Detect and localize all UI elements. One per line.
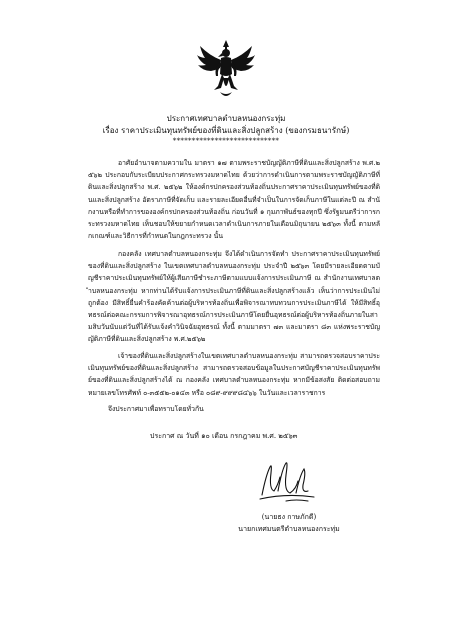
paragraph-contact: เจ้าของที่ดินและสิ่งปลูกสร้างในเขตเทศบาลตำบลหนองกระทุ่ม สามารถตรวจสอบราคาประเมินทุนทรัพย์ของที่ดินและสิ่งปลูกสร้าง สามารถตรวจสอบข้อมูลในประกาศบัญชีราคาประเมินทุนทรัพย์ของที่ดินและสิ่งปลูกสร้างได้ ณ กองคลัง เทศบาลตำบลหนองกระทุ่ม หากมีข้อสงสัย ติดต่อสอบถาม หมายเลขโทรศัพท์ ๐-๓๕๕๒-๐๑๔๓ หรือ ๐๘๙-๙๙๙๘๔๖๖ ในวันและเวลาราชการ: [88, 352, 380, 397]
announcement-subject: [0, 125, 452, 136]
signer-name: (นายธง กาษภักดี): [261, 513, 317, 521]
handwritten-signature-icon: [256, 455, 318, 507]
subject-text: ราคาประเมินทุนทรัพย์ของที่ดินและสิ่งปลูกสร้าง (ของกรมธนารักษ์): [120, 126, 350, 135]
announcement-title: ประกาศเทศบาลตำบลหนองกระทุ่ม: [166, 114, 286, 123]
signer-title: นายกเทศมนตรีตำบลหนองกระทุ่ม: [238, 525, 340, 533]
announcement-date: ประกาศ ณ วันที่ ๑๐ เดือน กรกฎาคม พ.ศ. ๒๕๖๓: [150, 432, 298, 440]
subject-label: เรื่อง: [102, 126, 119, 135]
title-separator: ****************************: [172, 137, 280, 145]
garuda-emblem-icon: [196, 38, 256, 102]
paragraph-assessment: กองคลัง เทศบาลตำบลหนองกระทุ่ม จึงได้ดำเนินการจัดทำ ประกาศราคาประเมินทุนทรัพย์ของที่ดินและสิ่งปลูกสร้าง ในเขตเทศบาลตำบลหนองกระทุ่ม ประจำปี ๒๕๖๓ โดยมีรายละเอียดตามบัญชีราคาประเมินทุนทรัพย์ให้ผู้เสียภาษีชำระภาษีตามแบบแจ้งการประเมินภาษี ณ สำนักงานเทศบาลตำบลหนองกระทุ่ม หากท่านได้รับแจ้งการประเมินภาษีที่ดินและสิ่งปลูกสร้างแล้ว เห็นว่าการประเมินไม่ถูกต้อง มีสิทธิ์ยื่นคำร้องคัดค้านต่อผู้บริหารท้องถิ่นเพื่อพิจารณาทบทวนการประเมินภาษีได้ ให้มีสิทธิ์อุทธรณ์ต่อคณะกรรมการพิจารณาอุทธรณ์การประเมินภาษีโดยยื่นอุทธรณ์ต่อผู้บริหารท้องถิ่นภายในสามสิบวันนับแต่วันที่ได้รับแจ้งคำวินิจฉัยอุทธรณ์ ทั้งนี้ ตามมาตรา ๗๓ และมาตรา ๘๓ แห่งพระราชบัญญัติภาษีที่ดินและสิ่งปลูกสร้าง พ.ศ.๒๕๖๒: [88, 250, 380, 344]
paragraph-legal-basis: อาศัยอำนาจตามความใน มาตรา ๑๗ ตามพระราชบัญญัติภาษีที่ดินและสิ่งปลูกสร้าง พ.ศ.๒๕๖๒ ประกอบกับระเบียบประกาศกระทรวงมหาดไทย ด้วยว่าการดำเนินการตามพระราชบัญญัติภาษีที่ดินและสิ่งปลูกสร้าง พ.ศ. ๒๕๖๒ ให้องค์กรปกครองส่วนท้องถิ่นประกาศราคาประเมินทุนทรัพย์ของที่ดินและสิ่งปลูกสร้าง อัตราภาษีที่จัดเก็บ และรายละเอียดอื่นที่จำเป็นในการจัดเก็บภาษีในแต่ละปี ณ สำนักงานหรือที่ทำการขององค์กรปกครองส่วนท้องถิ่น ก่อนวันที่ ๑ กุมภาพันธ์ของทุกปี ซึ่งรัฐมนตรีว่าการกระทรวงมหาดไทย เห็นชอบให้ขยายกำหนดเวลาดำเนินการภายในเดือนมิถุนายน ๒๕๖๓ ทั้งนี้ ตามหลักเกณฑ์และวิธีการที่กำหนดในกฎกระทรวง นั้น: [88, 159, 380, 241]
paragraph-closing: จึงประกาศมาเพื่อทราบโดยทั่วกัน: [108, 405, 204, 413]
